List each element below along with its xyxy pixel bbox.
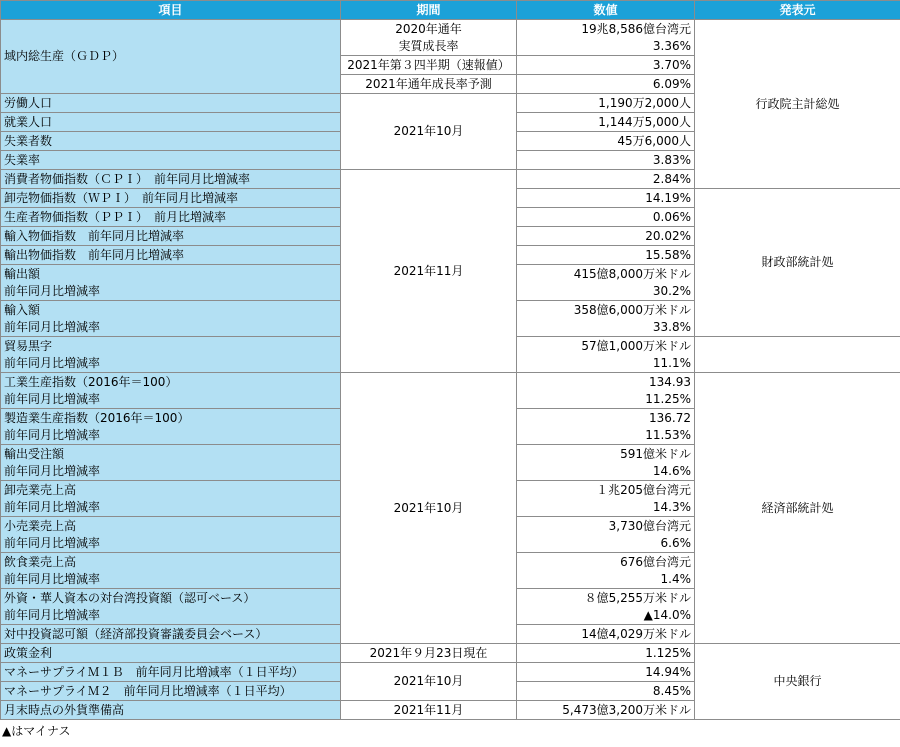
- source-finance: 財政部統計処: [695, 189, 900, 337]
- exp-idx-label: 輸出物価指数 前年同月比増減率: [1, 246, 341, 265]
- unemp-value: 45万6,000人: [517, 132, 695, 151]
- fdi-label: 外資・華人資本の対台湾投資額（認可ベース） 前年同月比増減率: [1, 589, 341, 625]
- table-row: [1, 20, 900, 56]
- gdp-value-2: 3.70%: [517, 56, 695, 75]
- source-economy: 経済部統計処: [695, 373, 900, 644]
- wholesale-value: １兆205億台湾元 14.3%: [517, 481, 695, 517]
- gdp-period-2: 2021年第３四半期（速報値）: [341, 56, 517, 75]
- ind-label: 工業生産指数（2016年＝100） 前年同月比増減率: [1, 373, 341, 409]
- imp-idx-label: 輸入物価指数 前年同月比増減率: [1, 227, 341, 246]
- imp-idx-value: 20.02%: [517, 227, 695, 246]
- retail-label: 小売業売上高 前年同月比増減率: [1, 517, 341, 553]
- orders-label: 輸出受注額 前年同月比増減率: [1, 445, 341, 481]
- gdp-period-1: 2020年通年 実質成長率: [341, 20, 517, 56]
- footnote: ▲はマイナス: [2, 724, 71, 738]
- fdi-value: ８億5,255万米ドル ▲14.0%: [517, 589, 695, 625]
- wholesale-label: 卸売業売上高 前年同月比増減率: [1, 481, 341, 517]
- gdp-label: 域内総生産（ＧＤＰ）: [1, 20, 341, 94]
- period-prices: 2021年11月: [341, 170, 517, 373]
- header-period: 期間: [341, 1, 517, 20]
- orders-value: 591億米ドル 14.6%: [517, 445, 695, 481]
- table-row: [1, 644, 900, 663]
- unemp-label: 失業者数: [1, 132, 341, 151]
- gdp-period-3: 2021年通年成長率予測: [341, 75, 517, 94]
- gdp-value-1: 19兆8,586億台湾元 3.36%: [517, 20, 695, 56]
- fx-value: 5,473億3,200万米ドル: [517, 701, 695, 720]
- food-value: 676億台湾元 1.4%: [517, 553, 695, 589]
- ind-value: 134.93 11.25%: [517, 373, 695, 409]
- unrate-label: 失業率: [1, 151, 341, 170]
- employ-value: 1,144万5,000人: [517, 113, 695, 132]
- policy-label: 政策金利: [1, 644, 341, 663]
- import-label: 輸入額 前年同月比増減率: [1, 301, 341, 337]
- retail-value: 3,730億台湾元 6.6%: [517, 517, 695, 553]
- wpi-value: 14.19%: [517, 189, 695, 208]
- header-source: 発表元: [695, 1, 900, 20]
- gdp-value-3: 6.09%: [517, 75, 695, 94]
- export-value: 415億8,000万米ドル 30.2%: [517, 265, 695, 301]
- source-central: 中央銀行: [695, 644, 900, 720]
- m1b-value: 14.94%: [517, 663, 695, 682]
- header-value: 数値: [517, 1, 695, 20]
- period-labor: 2021年10月: [341, 94, 517, 170]
- ppi-label: 生産者物価指数（ＰＰＩ） 前月比増減率: [1, 208, 341, 227]
- period-economy: 2021年10月: [341, 373, 517, 644]
- import-value: 358億6,000万米ドル 33.8%: [517, 301, 695, 337]
- china-label: 対中投資認可額（経済部投資審議委員会ベース）: [1, 625, 341, 644]
- export-label: 輸出額 前年同月比増減率: [1, 265, 341, 301]
- food-label: 飲食業売上高 前年同月比増減率: [1, 553, 341, 589]
- fx-label: 月末時点の外貨準備高: [1, 701, 341, 720]
- employ-label: 就業人口: [1, 113, 341, 132]
- labor-value: 1,190万2,000人: [517, 94, 695, 113]
- mfg-value: 136.72 11.53%: [517, 409, 695, 445]
- labor-label: 労働人口: [1, 94, 341, 113]
- m2-value: 8.45%: [517, 682, 695, 701]
- m1b-label: マネーサプライＭ１Ｂ 前年同月比増減率（１日平均）: [1, 663, 341, 682]
- cpi-label: 消費者物価指数（ＣＰＩ） 前年同月比増減率: [1, 170, 341, 189]
- source-exec: 行政院主計総処: [695, 20, 900, 189]
- policy-value: 1.125%: [517, 644, 695, 663]
- ppi-value: 0.06%: [517, 208, 695, 227]
- m2-label: マネーサプライＭ２ 前年同月比増減率（１日平均）: [1, 682, 341, 701]
- trade-label: 貿易黒字 前年同月比増減率: [1, 337, 341, 373]
- money-period: 2021年10月: [341, 663, 517, 701]
- china-value: 14億4,029万米ドル: [517, 625, 695, 644]
- table-row: [1, 373, 900, 409]
- mfg-label: 製造業生産指数（2016年＝100） 前年同月比増減率: [1, 409, 341, 445]
- cpi-value: 2.84%: [517, 170, 695, 189]
- fx-period: 2021年11月: [341, 701, 517, 720]
- wpi-label: 卸売物価指数（ＷＰＩ） 前年同月比増減率: [1, 189, 341, 208]
- unrate-value: 3.83%: [517, 151, 695, 170]
- header-item: 項目: [1, 1, 341, 20]
- header-row: [1, 1, 900, 20]
- exp-idx-value: 15.58%: [517, 246, 695, 265]
- policy-period: 2021年９月23日現在: [341, 644, 517, 663]
- trade-value: 57億1,000万米ドル 11.1%: [517, 337, 695, 373]
